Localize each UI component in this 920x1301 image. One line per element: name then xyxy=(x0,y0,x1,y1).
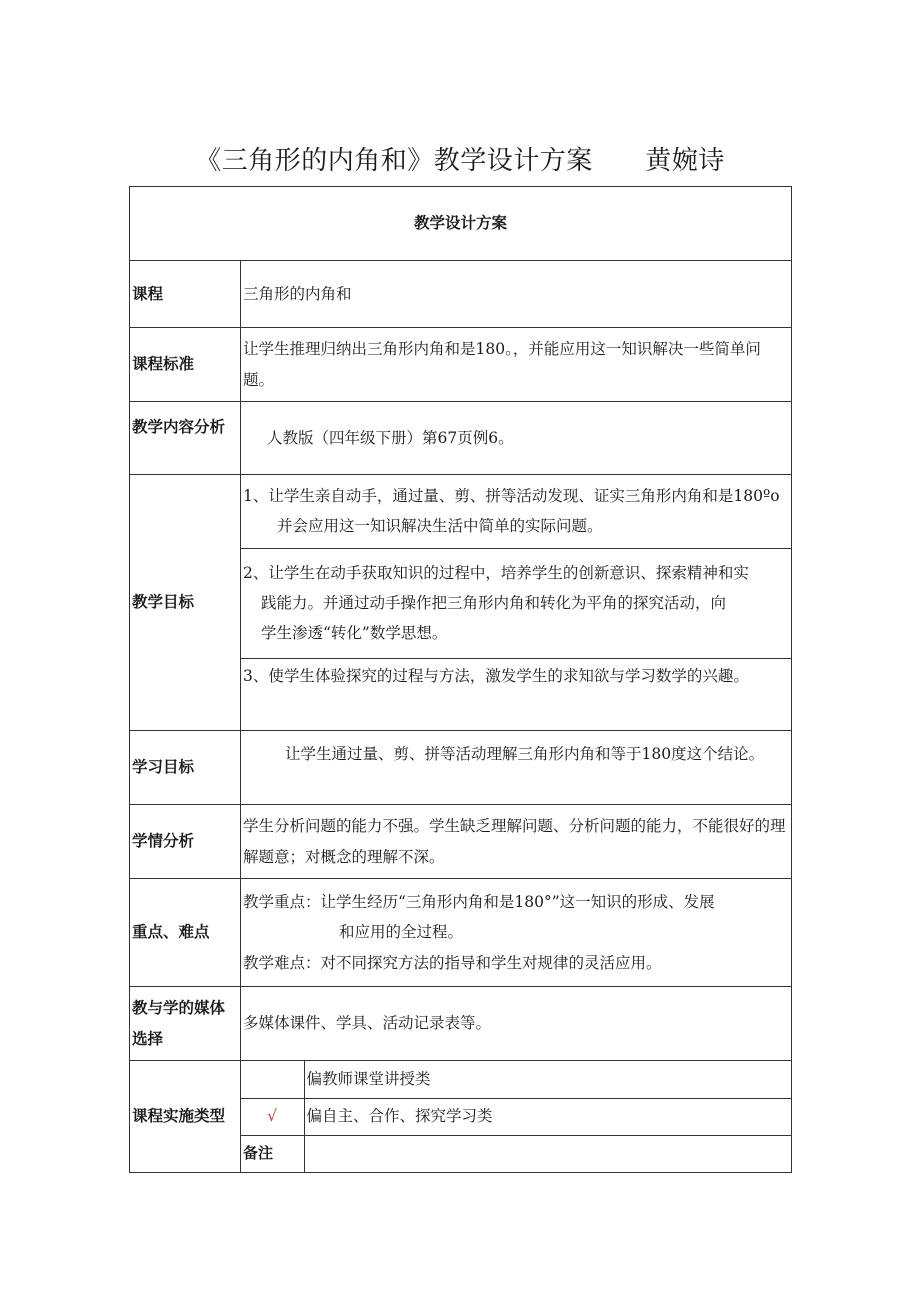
goal-item-1 xyxy=(241,475,791,548)
goals-list xyxy=(241,475,791,730)
goal-3-line1: 3、使学生体验探究的过程与方法，激发学生的求知欲与学习数学的兴趣。 xyxy=(243,666,749,685)
goal-item-3 xyxy=(241,658,791,730)
type-note-label: 备注 xyxy=(241,1135,304,1172)
keypoint-line2: 和应用的全过程。 xyxy=(339,923,464,942)
goal-2-line2: 践能力。并通过动手操作把三角形内角和转化为平角的探究活动，向 xyxy=(261,593,727,612)
value-analysis: 学生分析问题的能力不强。学生缺乏理解问题、分析问题的能力，不能很好的理解题意；对概念的理解不深。 xyxy=(241,805,792,879)
goal-1-line2: 并会应用这一知识解决生活中简单的实际问题。 xyxy=(277,517,603,536)
label-course: 课程 xyxy=(130,261,241,328)
label-content: 教学内容分析 xyxy=(130,402,241,475)
label-type: 课程实施类型 xyxy=(130,1061,241,1173)
goal-item-2 xyxy=(241,548,791,658)
value-content: 人教版（四年级下册）第67页例6。 xyxy=(241,402,792,475)
row-media xyxy=(130,987,792,1061)
row-content xyxy=(130,402,792,475)
goal-1-line1: 1、让学生亲自动手，通过量、剪、拼等活动发现、证实三角形内角和是180ºo xyxy=(243,487,780,506)
row-standard xyxy=(130,328,792,402)
type-opt1-text: 偏教师课堂讲授类 xyxy=(304,1061,791,1098)
label-keypoints: 重点、难点 xyxy=(130,879,241,987)
row-course xyxy=(130,261,792,328)
document-title: 《三角形的内角和》教学设计方案 黄婉诗 xyxy=(195,146,725,176)
header-row xyxy=(130,187,792,261)
label-analysis: 学情分析 xyxy=(130,805,241,879)
value-keypoints xyxy=(241,879,792,987)
value-learning: 让学生通过量、剪、拼等活动理解三角形内角和等于180度这个结论。 xyxy=(241,731,792,805)
type-opt1-mark xyxy=(241,1061,304,1098)
type-opt2-mark: √ xyxy=(241,1098,304,1135)
keypoint-line1: 教学重点：让学生经历“三角形内角和是180°”这一知识的形成、发展 xyxy=(243,893,715,912)
table-header: 教学设计方案 xyxy=(130,187,792,261)
goal-2-line1: 2、让学生在动手获取知识的过程中，培养学生的创新意识、探索精神和实 xyxy=(243,563,749,582)
type-options xyxy=(241,1061,791,1172)
label-media: 教与学的媒体选择 xyxy=(130,987,241,1061)
label-goals: 教学目标 xyxy=(130,475,241,731)
type-note-value xyxy=(304,1135,791,1172)
row-goals xyxy=(130,475,792,731)
type-opt2-text: 偏自主、合作、探究学习类 xyxy=(304,1098,791,1135)
label-learning: 学习目标 xyxy=(130,731,241,805)
value-media: 多媒体课件、学具、活动记录表等。 xyxy=(241,987,792,1061)
row-analysis xyxy=(130,805,792,879)
label-standard: 课程标准 xyxy=(130,328,241,402)
row-learning xyxy=(130,731,792,805)
value-standard: 让学生推理归纳出三角形内角和是180。，并能应用这一知识解决一些简单问题。 xyxy=(241,328,792,402)
value-course: 三角形的内角和 xyxy=(241,261,792,328)
row-type xyxy=(130,1061,792,1173)
goal-2-line3: 学生渗透“转化”数学思想。 xyxy=(261,624,448,643)
row-keypoints xyxy=(130,879,792,987)
keypoint-line3: 教学难点：对不同探究方法的指导和学生对规律的灵活应用。 xyxy=(243,953,662,972)
design-table xyxy=(129,186,792,1173)
